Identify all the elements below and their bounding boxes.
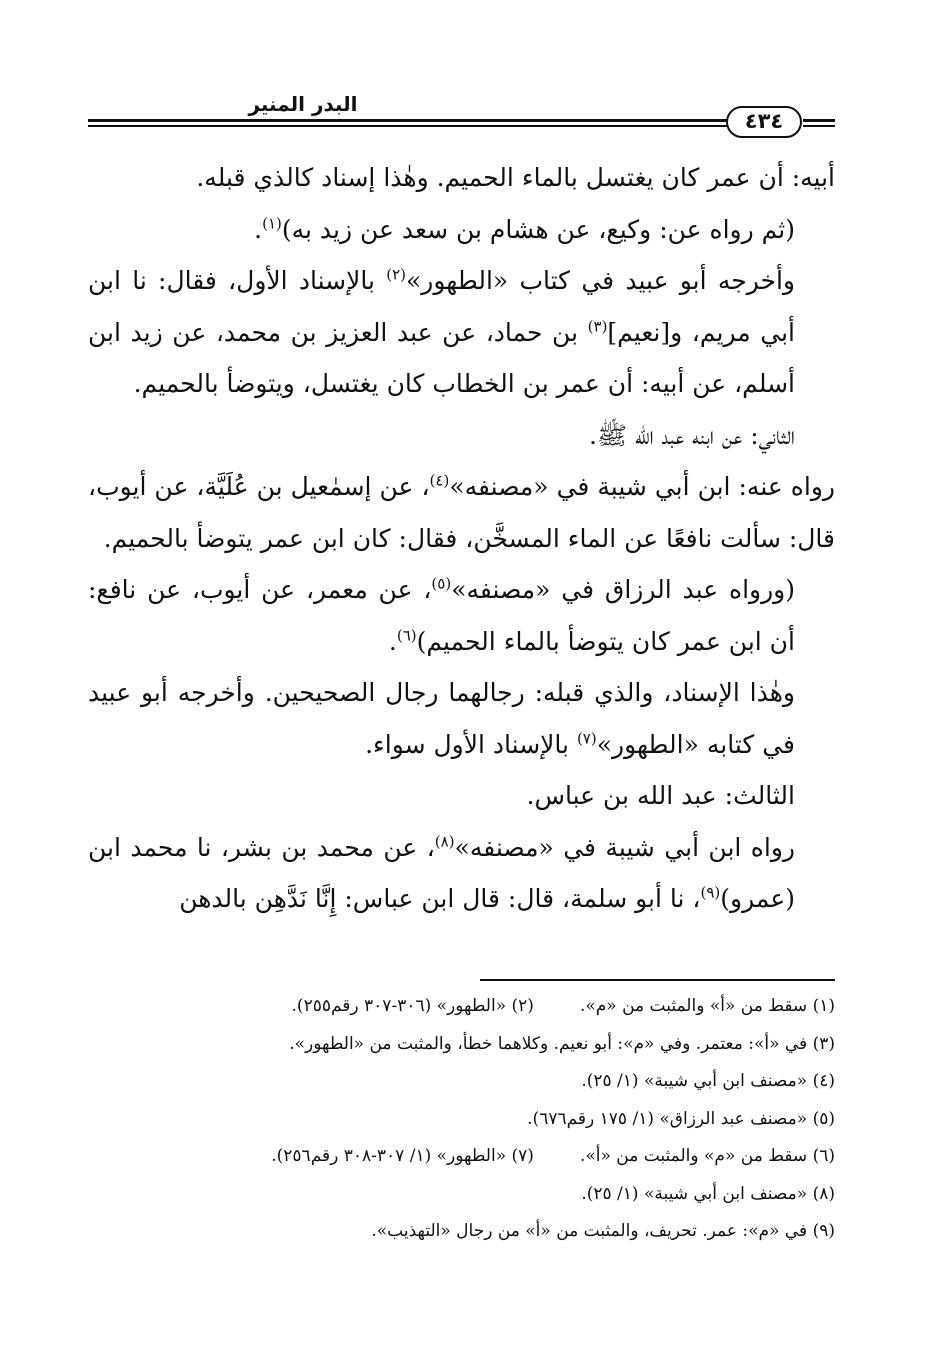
footnote: (٥) «مصنف عبد الرزاق» (١/ ١٧٥ رقم٦٧٦). (527, 1108, 835, 1129)
header-rule (803, 119, 835, 122)
paragraph: وأخرجه أبو عبيد في كتاب «الطهور»$^{(٢)}$ بالإسناد الأول، فقال: نا ابن أبي مريم، و[نعيم]$^{(٣)}$ بن حماد، عن عبد العزيز بن محمد، عن زيد ابن أسلم، عن أبيه: أن عمر بن الخطاب كان يغتسل، ويتوضأ بالحميم. (88, 265, 795, 398)
footnote: (٦) سقط من «م» والمثبت من «أ». (579, 1146, 835, 1166)
footnote-line (88, 1176, 835, 1214)
page-number: ٤٣٤ (726, 106, 802, 138)
footnote-ref: (٧) (576, 729, 597, 748)
footnote: (٧) «الطهور» (١/ ٣٠٧-٣٠٨ رقم٢٥٦). (271, 1146, 534, 1166)
footnote: (٤) «مصنف ابن أبي شيبة» (١/ ٢٥). (581, 1071, 835, 1091)
header-rule (803, 125, 835, 127)
main-text (88, 152, 835, 925)
footnote-ref: (٢) (386, 265, 407, 284)
header-rule (88, 125, 728, 127)
footnotes (88, 988, 835, 1251)
footnote-ref: (٦) (396, 626, 417, 645)
footnote: (٣) في «أ»: معتمر. وفي «م»: أبو نعيم. وكلاهما خطأ، والمثبت من «الطهور». (289, 1033, 835, 1054)
footnote-ref: (١) (262, 214, 282, 233)
footnote-separator (480, 979, 835, 981)
footnote-ref: (٣) (587, 317, 608, 336)
paragraph: (ورواه عبد الرزاق في «مصنفه»$^{(٥)}$، عن معمر، عن أيوب، عن نافع: أن ابن عمر كان يتوضأ بالماء الحميم)$^{(٦)}$. (88, 574, 795, 656)
footnote-ref: (٤) (429, 471, 450, 490)
footnote: (٨) «مصنف ابن أبي شيبة» (١/ ٢٥). (581, 1183, 835, 1204)
paragraph: رواه ابن أبي شيبة في «مصنفه»$^{(٨)}$، عن محمد بن بشر، نا محمد ابن (عمرو)$^{(٩)}$، نا أبو سلمة، قال: قال ابن عباس: إِنَّا نَدَّهِن بالدهن (88, 832, 795, 913)
page-header (88, 86, 835, 136)
header-rule (88, 119, 728, 122)
paragraph: أبيه: أن عمر كان يغتسل بالماء الحميم. وهٰذا إسناد كالذي قبله. (196, 163, 835, 192)
paragraph: رواه عنه: ابن أبي شيبة في «مصنفه»$^{(٤)}$، عن إسمٰعيل بن عُلَيَّة، عن أيوب، قال: سألت نافعًا عن الماء المسخَّن، فقال: كان ابن عمر يتوضأ بالحميم. (88, 471, 835, 553)
footnote-line (88, 1213, 835, 1251)
footnote: (٩) في «م»: عمر. تحريف، والمثبت من «أ» من رجال «التهذيب». (371, 1221, 835, 1241)
running-title: البدر المنير (248, 92, 358, 116)
footnote-line (88, 1101, 835, 1139)
footnote-line (88, 1063, 835, 1101)
footnote: (٢) «الطهور» (٣٠٦-٣٠٧ رقم٢٥٥). (291, 996, 534, 1016)
paragraph: الثالث: عبد الله بن عباس. (526, 781, 795, 810)
footnote-ref: (٩) (700, 883, 721, 902)
paragraph: الثاني: عن ابنه عبد الله ﷺ. (588, 420, 795, 450)
footnote-ref: (٨) (434, 832, 455, 851)
footnote-line (88, 1026, 835, 1064)
footnote: (١) سقط من «أ» والمثبت من «م». (579, 996, 835, 1016)
paragraph: (ثم رواه عن: وكيع، عن هشام بن سعد عن زيد به)$^{(١)}$. (254, 214, 795, 244)
footnote-line (88, 988, 835, 1026)
footnote-line (88, 1138, 835, 1176)
footnote-ref: (٥) (431, 574, 452, 593)
paragraph: وهٰذا الإسناد، والذي قبله: رجالهما رجال الصحيحين. وأخرجه أبو عبيد في كتابه «الطهور»$^{(٧)}$ بالإسناد الأول سواء. (88, 678, 795, 759)
